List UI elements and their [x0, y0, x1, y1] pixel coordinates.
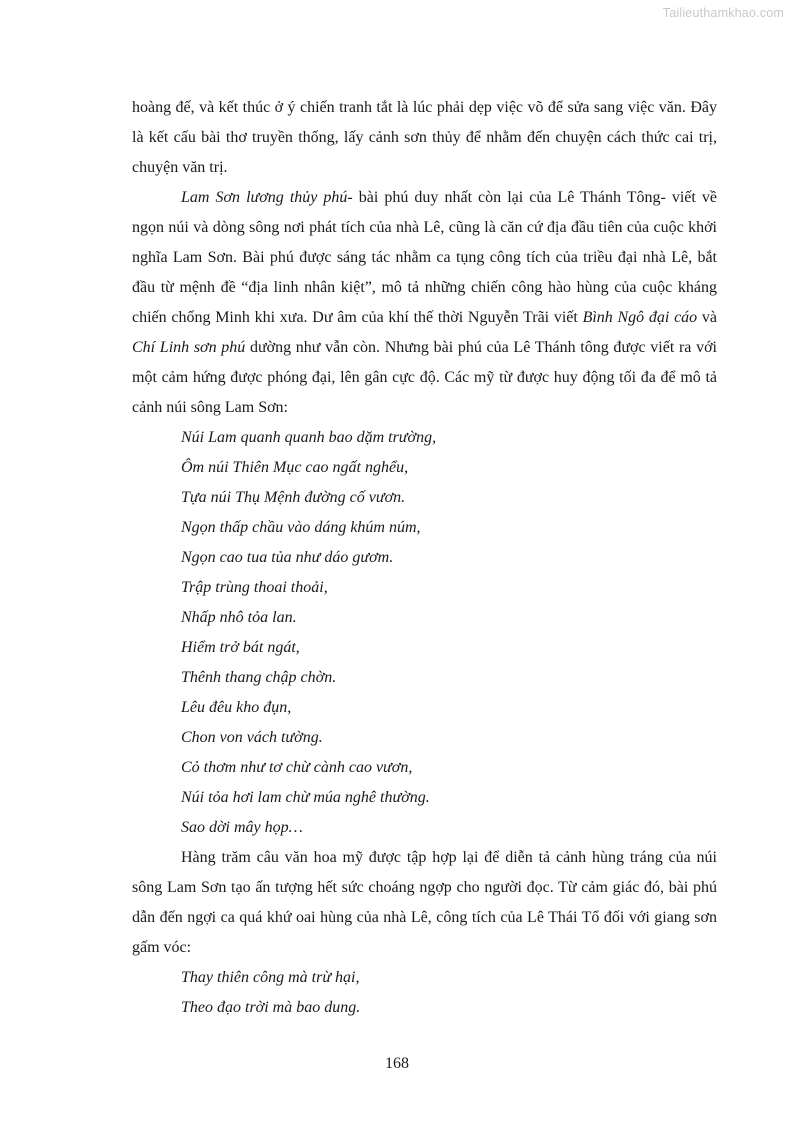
work-title-binh-ngo: Bình Ngô đại cáo [582, 309, 698, 326]
verse-line: Tựa núi Thụ Mệnh đường cố vươn. [181, 489, 406, 506]
paragraph-text: và [697, 309, 718, 326]
verse-line: Nhấp nhô tỏa lan. [181, 609, 297, 626]
verse-line: Núi Lam quanh quanh bao dặm trường, [181, 429, 437, 446]
verse-line: Núi tỏa hơi lam chừ múa nghê thường. [181, 789, 430, 806]
verse-block-1 [132, 423, 717, 843]
verse-line: Ngọn cao tua tủa như dáo gươm. [181, 549, 394, 566]
verse-line: Lêu đêu kho đụn, [181, 699, 292, 716]
paragraph-text: dường như vẫn còn. Nhưng bài phú của Lê Thánh tông được viết ra với một cảm hứng được phóng đại, lên gân cực độ. Các mỹ từ được huy động tối đa để mô tả cảnh núi sông Lam Sơn: [132, 339, 717, 416]
paragraph-praise: Hàng trăm câu văn hoa mỹ được tập hợp lại để diễn tả cảnh hùng tráng của núi sông Lam Sơn tạo ấn tượng hết sức choáng ngợp cho người đọc. Từ cảm giác đó, bài phú dẫn đến ngợi ca quá khứ oai hùng của nhà Lê, công tích của Lê Thái Tổ đối với giang sơn gấm vóc: [132, 849, 717, 956]
verse-line: Theo đạo trời mà bao dung. [181, 999, 361, 1016]
verse-line: Hiểm trở bát ngát, [181, 639, 300, 656]
page-body [132, 93, 717, 1023]
verse-line: Ngọn thấp chầu vào dáng khúm núm, [181, 519, 421, 536]
page-number: 168 [385, 1055, 409, 1072]
verse-block-2 [132, 963, 717, 1023]
verse-line: Trập trùng thoai thoải, [181, 579, 328, 596]
verse-line: Ôm núi Thiên Mục cao ngất nghểu, [181, 459, 409, 476]
verse-line: Thay thiên công mà trừ hại, [181, 969, 360, 986]
verse-line: Thênh thang chập chờn. [181, 669, 337, 686]
work-title-chi-linh: Chí Linh sơn phú [132, 339, 246, 356]
verse-line: Chon von vách tường. [181, 729, 323, 746]
verse-line: Cỏ thơm như tơ chừ cành cao vươn, [181, 759, 413, 776]
watermark: Tailieuthamkhao.com [662, 6, 784, 20]
verse-line: Sao dời mây họp… [181, 819, 303, 836]
paragraph-text: - bài phú duy nhất còn lại của Lê Thánh Tông- viết về ngọn núi và dòng sông nơi phát tích của nhà Lê, cũng là căn cứ địa đầu tiên của cuộc khởi nghĩa Lam Sơn. Bài phú được sáng tác nhằm ca tụng công tích của triều đại nhà Lê, bắt đầu từ mệnh đề “địa linh nhân kiệt”, mô tả những chiến công hào hùng của cuộc kháng chiến chống Minh khi xưa. Dư âm của khí thế thời Nguyễn Trãi viết [132, 189, 717, 326]
work-title-lam-son: Lam Sơn lương thủy phú [181, 189, 348, 206]
paragraph-intro: hoàng đế, và kết thúc ở ý chiến tranh tắt là lúc phải dẹp việc võ để sửa sang việc văn. Đây là kết cấu bài thơ truyền thống, lấy cảnh sơn thủy để nhằm đến chuyện cách thức cai trị, chuyện văn trị. [132, 99, 717, 176]
paragraph-lam-son [132, 183, 717, 423]
